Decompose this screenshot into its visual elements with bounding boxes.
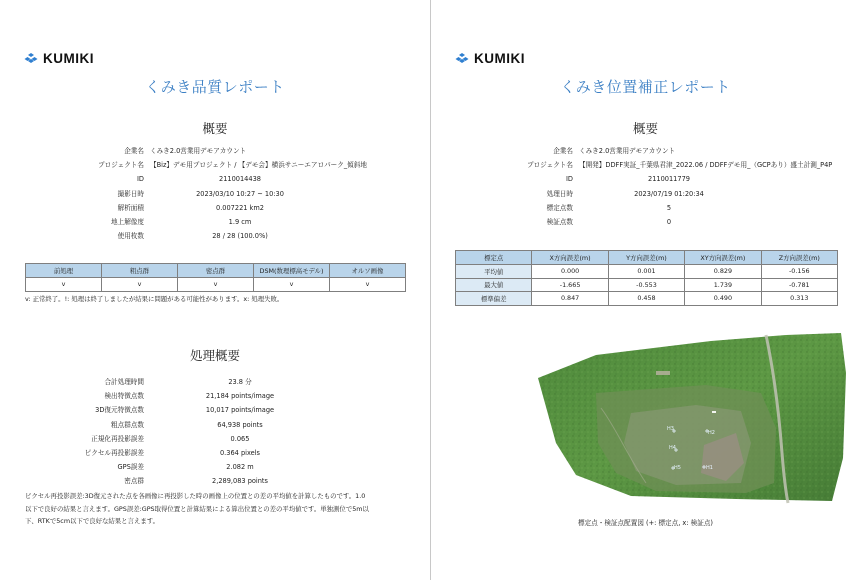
kumiki-logo-text: KUMIKI [43,51,94,66]
footnote-line: ピクセル再投影誤差:3D復元された点を各画像に再投影した時の画像上の位置との差の平均値を計算したものです。1.0 [25,492,366,500]
footnote [25,490,369,528]
overview-row [60,201,367,215]
overview-label: 撮影日時 [117,189,144,198]
error-row-label: 最大値 [456,278,532,292]
overview-label: プロジェクト名 [97,161,144,170]
processing-row [60,375,330,389]
overview-row [495,201,832,215]
processing-row [60,432,330,446]
processing-label: 検出特徴点数 [104,392,144,401]
error-header-cell: 標定点 [456,251,532,265]
overview-row [495,215,832,229]
overview-row [60,172,367,186]
overview-label: 標定点数 [546,203,573,212]
error-cell: 0.490 [685,292,761,306]
status-value-cell: v [102,278,178,292]
processing-value: 2,289,083 points [212,477,268,486]
processing-row [60,403,330,417]
status-value-cell: v [254,278,330,292]
status-header-cell: オルソ画像 [330,264,406,278]
error-cell: -1.665 [532,278,608,292]
status-header-cell: DSM(数理標高モデル) [254,264,330,278]
overview-heading: 概要 [632,121,658,136]
gcp-error-table [455,250,838,306]
gcp-label: H2 [708,430,715,436]
position-correction-report-page [431,0,860,580]
error-header-row [456,251,838,265]
overview-table [60,144,367,243]
processing-row [60,418,330,432]
error-header-cell: Z方向誤差(m) [761,251,837,265]
error-row [456,278,838,292]
overview-row [60,229,367,243]
processing-value: 10,017 points/image [205,406,275,415]
processing-label: 3D復元特徴点数 [95,406,144,415]
error-cell: 1.739 [685,278,761,292]
status-header-row [26,264,406,278]
error-cell: 0.313 [761,292,837,306]
overview-label: 企業名 [553,147,573,155]
error-row-label: 標準偏差 [456,292,532,306]
error-header-cell: X方向誤差(m) [532,251,608,265]
status-value-row [26,278,406,292]
overview-value: 28 / 28 (100.0%) [212,232,268,241]
overview-label: 使用枚数 [117,232,144,241]
overview-table [495,144,832,229]
error-header-cell: XY方向誤差(m) [685,251,761,265]
status-value-cell: v [178,278,254,292]
overview-value: 2023/03/10 10:27 ~ 10:30 [196,189,284,198]
gcp-label: H5 [674,465,681,471]
error-row [456,292,838,306]
overview-label: 処理日時 [546,189,573,198]
overview-value: 0 [666,218,672,227]
overview-value: 5 [666,203,672,212]
overview-value: 0.007221 km2 [216,203,264,212]
overview-label: 解析面積 [117,203,144,212]
processing-value: 0.364 pixels [219,449,260,458]
processing-label: GPS誤差 [117,463,144,472]
overview-label: 企業名 [124,147,144,155]
error-cell: 0.829 [685,265,761,279]
overview-value: 2023/07/19 01:20:34 [634,189,704,198]
overview-label: 地上解像度 [111,218,144,227]
error-cell: -0.781 [761,278,837,292]
kumiki-logo-text: KUMIKI [474,51,525,66]
error-cell: 0.458 [608,292,684,306]
error-cell: 0.847 [532,292,608,306]
overview-value: 【Biz】デモ用プロジェクト / 【デモ会】横浜サニーエアロパーク_傾斜地 [150,161,367,170]
kumiki-logo [455,51,525,66]
status-header-cell: 密点群 [178,264,254,278]
gcp-label: H4 [669,445,676,451]
footnote-line: 下、RTKで5cm以下で良好な結果と言えます。 [25,517,160,525]
processing-row [60,446,330,460]
overview-value: くみき2.0営業用デモアカウント [579,147,676,155]
status-value-cell: v [26,278,102,292]
overview-row [60,158,367,172]
site-object [712,411,716,413]
error-cell: -0.156 [761,265,837,279]
processing-label: ピクセル再投影誤差 [84,449,144,458]
overview-row [495,158,832,172]
processing-row [60,389,330,403]
quality-report-title: くみき品質レポート [145,78,285,96]
overview-row [60,215,367,229]
overview-value: 【開発】DDFF実証_千葉県君津_2022.06 / DDFFデモ用_（GCPあり）盛土計測_P4P [579,161,833,170]
overview-label: プロジェクト名 [526,161,573,170]
processing-row [60,460,330,474]
overview-value: 2110014438 [219,175,261,184]
overview-label: ID [136,175,144,184]
processing-value: 23.8 分 [228,378,252,386]
overview-row [495,172,832,186]
error-cell: -0.553 [608,278,684,292]
processing-label: 粗点群点数 [111,420,144,429]
processing-heading: 処理概要 [189,348,240,363]
processing-label: 正規化再投影誤差 [91,434,144,443]
overview-heading: 概要 [202,121,228,136]
error-cell: 0.001 [608,265,684,279]
map-caption: 標定点・検証点配置図 (+: 標定点, x: 検証点) [578,519,713,527]
overview-row [60,187,367,201]
error-row-label: 平均値 [456,265,532,279]
gcp-label: H3 [667,426,674,432]
processing-status-table [25,263,406,292]
processing-value: 2.082 m [226,463,254,472]
error-cell: 0.000 [532,265,608,279]
processing-label: 密点群 [124,477,144,486]
processing-label: 合計処理時間 [104,378,144,386]
kumiki-logo-icon [455,53,469,65]
gcp-label: H1 [706,465,713,471]
overview-value: 2110011779 [648,175,690,184]
status-header-cell: 前処理 [26,264,102,278]
overview-value: くみき2.0営業用デモアカウント [150,147,247,155]
processing-value: 21,184 points/image [205,392,275,401]
processing-table [60,375,330,489]
error-row [456,265,838,279]
overview-row [60,144,367,158]
overview-row [495,144,832,158]
overview-value: 1.9 cm [228,218,252,227]
kumiki-logo-icon [24,53,38,65]
processing-value: 0.065 [230,434,250,443]
overview-label: 検証点数 [546,218,573,227]
status-legend-note: v: 正常終了。!: 処理は終了しましたが結果に問題がある可能性があります。x: 処理失敗。 [25,295,284,303]
kumiki-logo [24,51,94,66]
position-report-title: くみき位置補正レポート [560,78,731,96]
processing-value: 64,938 points [217,420,263,429]
status-header-cell: 粗点群 [102,264,178,278]
processing-row [60,474,330,488]
error-header-cell: Y方向誤差(m) [608,251,684,265]
status-value-cell: v [330,278,406,292]
gcp-orthophoto-map [536,333,848,505]
overview-label: ID [565,175,573,184]
overview-row [495,187,832,201]
footnote-line: 以下で良好の結果と言えます。GPS誤差:GPS取得位置と計算結果による算出位置との差の平均値です。単独測位で5m以 [25,504,369,513]
